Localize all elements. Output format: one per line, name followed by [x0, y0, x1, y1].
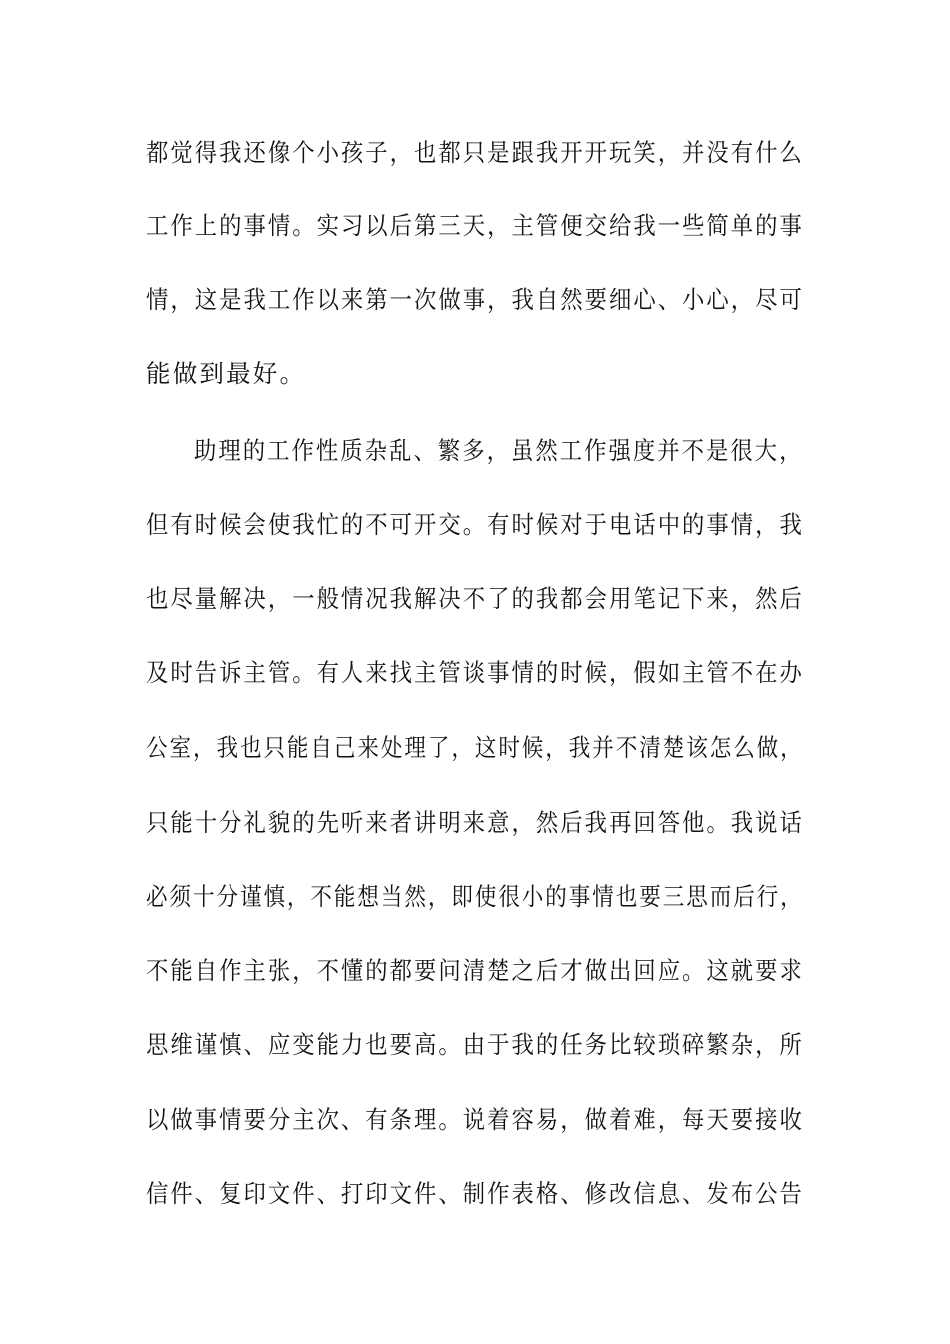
- text-line: 不能自作主张，不懂的都要问清楚之后才做出回应。这就要求: [146, 956, 804, 985]
- text-line: 必须十分谨慎，不能想当然，即使很小的事情也要三思而后行，: [146, 882, 804, 911]
- text-line: 但有时候会使我忙的不可开交。有时候对于电话中的事情，我: [146, 510, 804, 539]
- text-line: 工作上的事情。实习以后第三天，主管便交给我一些简单的事: [146, 211, 804, 240]
- text-line: 助理的工作性质杂乱、繁多，虽然工作强度并不是很大，: [194, 436, 804, 465]
- text-line: 情，这是我工作以来第一次做事，我自然要细心、小心，尽可: [146, 285, 804, 314]
- text-line: 也尽量解决，一般情况我解决不了的我都会用笔记下来，然后: [146, 584, 804, 613]
- text-line: 只能十分礼貌的先听来者讲明来意，然后我再回答他。我说话: [146, 808, 804, 837]
- text-line: 信件、复印文件、打印文件、制作表格、修改信息、发布公告: [146, 1179, 804, 1208]
- text-line: 公室，我也只能自己来处理了，这时候，我并不清楚该怎么做，: [146, 733, 804, 762]
- text-line: 以做事情要分主次、有条理。说着容易，做着难，每天要接收: [146, 1105, 804, 1134]
- text-line: 思维谨慎、应变能力也要高。由于我的任务比较琐碎繁杂，所: [146, 1030, 804, 1059]
- text-line: 能做到最好。: [146, 359, 307, 388]
- text-line: 及时告诉主管。有人来找主管谈事情的时候，假如主管不在办: [146, 658, 804, 687]
- text-line: 都觉得我还像个小孩子，也都只是跟我开开玩笑，并没有什么: [146, 138, 804, 167]
